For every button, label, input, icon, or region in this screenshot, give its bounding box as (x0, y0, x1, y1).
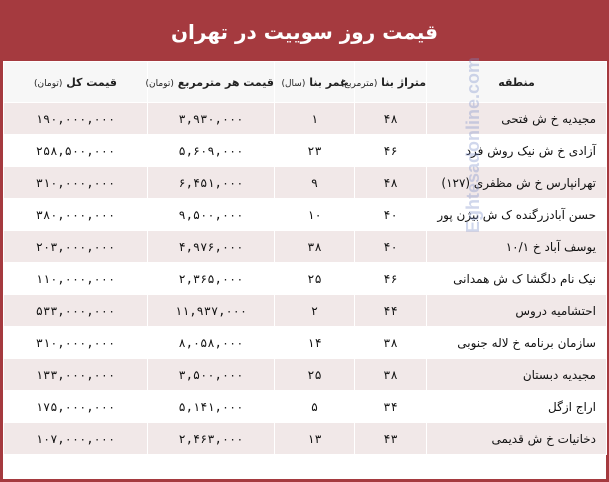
cell-total-price: ۳۱۰,۰۰۰,۰۰۰ (4, 167, 148, 199)
cell-age: ۳۸ (275, 231, 355, 263)
cell-area: ۴۰ (355, 199, 427, 231)
cell-region: نیک نام دلگشا ک ش همدانی (427, 263, 607, 295)
table-row (4, 391, 607, 423)
cell-total-price: ۲۰۳,۰۰۰,۰۰۰ (4, 231, 148, 263)
cell-price-per-m2: ۲,۴۶۳,۰۰۰ (148, 423, 275, 455)
column-header-total-price (4, 62, 148, 103)
cell-age: ۱۴ (275, 327, 355, 359)
column-header-total-price-unit: (تومان) (34, 78, 63, 89)
cell-region: تهرانپارس خ ش مظفری (۱۲۷) (427, 167, 607, 199)
cell-price-per-m2: ۲,۳۶۵,۰۰۰ (148, 263, 275, 295)
cell-age: ۱۰ (275, 199, 355, 231)
column-header-age (275, 62, 355, 103)
column-header-age-unit: (سال) (281, 78, 306, 89)
cell-area: ۴۶ (355, 135, 427, 167)
cell-price-per-m2: ۱۱,۹۳۷,۰۰۰ (148, 295, 275, 327)
cell-area: ۴۴ (355, 295, 427, 327)
table-row (4, 327, 607, 359)
column-header-region (427, 62, 607, 103)
cell-age: ۱۳ (275, 423, 355, 455)
cell-price-per-m2: ۹,۵۰۰,۰۰۰ (148, 199, 275, 231)
cell-age: ۹ (275, 167, 355, 199)
table-row (4, 295, 607, 327)
price-table (3, 61, 607, 455)
table-row (4, 263, 607, 295)
cell-total-price: ۳۸۰,۰۰۰,۰۰۰ (4, 199, 148, 231)
column-header-area (340, 62, 427, 103)
cell-age: ۲ (275, 295, 355, 327)
cell-total-price: ۲۵۸,۵۰۰,۰۰۰ (4, 135, 148, 167)
column-header-price-per-m2-label: قیمت هر مترمربع (177, 75, 274, 89)
cell-area: ۴۸ (355, 167, 427, 199)
cell-area: ۴۶ (355, 263, 427, 295)
cell-total-price: ۱۱۰,۰۰۰,۰۰۰ (4, 263, 148, 295)
cell-age: ۱ (275, 103, 355, 135)
cell-region: حسن آبادزرگنده ک ش بیژن پور (427, 199, 607, 231)
cell-age: ۵ (275, 391, 355, 423)
cell-age: ۲۵ (275, 263, 355, 295)
cell-price-per-m2: ۴,۹۷۶,۰۰۰ (148, 231, 275, 263)
cell-area: ۳۸ (355, 359, 427, 391)
cell-region: مجیدیه خ ش فتحی (427, 103, 607, 135)
cell-price-per-m2: ۳,۹۳۰,۰۰۰ (148, 103, 275, 135)
cell-price-per-m2: ۵,۶۰۹,۰۰۰ (148, 135, 275, 167)
cell-age: ۲۳ (275, 135, 355, 167)
cell-area: ۴۸ (355, 103, 427, 135)
cell-region: مجیدیه دبستان (427, 359, 607, 391)
cell-area: ۴۳ (355, 423, 427, 455)
cell-area: ۴۰ (355, 231, 427, 263)
cell-region: اراج ازگل (427, 391, 607, 423)
cell-price-per-m2: ۸,۰۵۸,۰۰۰ (148, 327, 275, 359)
table-row (4, 167, 607, 199)
cell-region: دخانیات خ ش قدیمی (427, 423, 607, 455)
cell-region: سازمان برنامه خ لاله جنوبی (427, 327, 607, 359)
cell-region: آزادی خ ش نیک روش فرد (427, 135, 607, 167)
column-header-area-label: متراژ بنا (381, 75, 426, 89)
cell-region: احتشامیه دروس (427, 295, 607, 327)
column-header-age-label: عمر بنا (309, 75, 348, 89)
table-row (4, 199, 607, 231)
cell-area: ۳۴ (355, 391, 427, 423)
cell-total-price: ۱۷۵,۰۰۰,۰۰۰ (4, 391, 148, 423)
column-header-area-unit: (مترمربع) (340, 78, 378, 89)
column-header-region-label: منطقه (498, 75, 535, 89)
cell-age: ۲۵ (275, 359, 355, 391)
cell-price-per-m2: ۳,۵۰۰,۰۰۰ (148, 359, 275, 391)
cell-total-price: ۳۱۰,۰۰۰,۰۰۰ (4, 327, 148, 359)
header-row (4, 62, 607, 103)
cell-price-per-m2: ۵,۱۴۱,۰۰۰ (148, 391, 275, 423)
title-bar (3, 3, 606, 61)
cell-total-price: ۱۰۷,۰۰۰,۰۰۰ (4, 423, 148, 455)
column-header-price-per-m2 (145, 62, 275, 103)
table-row (4, 231, 607, 263)
cell-price-per-m2: ۶,۴۵۱,۰۰۰ (148, 167, 275, 199)
cell-total-price: ۱۹۰,۰۰۰,۰۰۰ (4, 103, 148, 135)
column-header-price-per-m2-unit: (تومان) (145, 78, 174, 89)
cell-total-price: ۵۳۳,۰۰۰,۰۰۰ (4, 295, 148, 327)
column-header-total-price-label: قیمت کل (66, 75, 117, 89)
cell-total-price: ۱۳۳,۰۰۰,۰۰۰ (4, 359, 148, 391)
watermark: Eghtesadonline.com (463, 56, 483, 233)
table-row (4, 135, 607, 167)
table-row (4, 423, 607, 455)
table-title: قیمت روز سوییت در تهران (170, 20, 439, 44)
cell-area: ۳۸ (355, 327, 427, 359)
table-row (4, 359, 607, 391)
table-row (4, 103, 607, 135)
cell-region: یوسف آباد خ ۱۰/۱ (427, 231, 607, 263)
